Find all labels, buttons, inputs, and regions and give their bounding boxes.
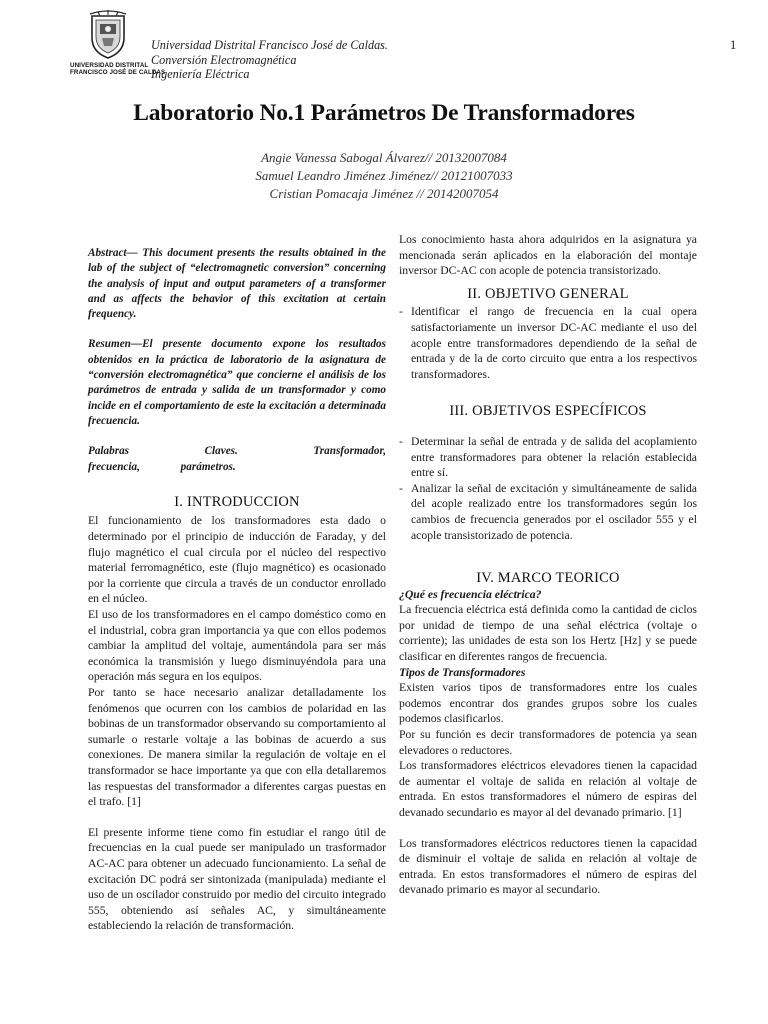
list-item-text: Analizar la señal de excitación y simultáneamente de salida del acople realizado entre los transformadores según los cambios de frecuencia generados por el oscilador 555 y el acople transistorizado de potencia. (411, 481, 697, 542)
section-heading-objetivos-especificos: III. OBJETIVOS ESPECÍFICOS (449, 403, 647, 420)
intro-paragraph: El presente informe tiene como fin estudiar el rango útil de frecuencias en la cual puede ser manipulado un trasformador AC-AC para obtener un adecuado funcionamiento. La señal de excitación DC podrá ser sintonizada (manipulada) mediante el uso de un oscilador construido por medio del circuito integrado 555, obteniendo así señales AC, y simultáneamente estableciendo la relación de transformación. (88, 825, 386, 933)
marco-paragraph: Existen varios tipos de transformadores entre los cuales podemos encontrar dos grandes grupos sobre los cuales podemos clasificarlos. (399, 681, 697, 726)
subheading-tipos: Tipos de Transformadores (399, 665, 526, 679)
author-list (0, 149, 768, 203)
header-program: Ingeniería Eléctrica (151, 67, 250, 81)
author-line: Cristian Pomacaja Jiménez // 20142007054 (269, 186, 499, 201)
list-item-text: Determinar la señal de entrada y de salida del acoplamiento entre transformadores para obtener la relación establecida entre sí. (411, 434, 697, 480)
marco-paragraph: Por su función es decir transformadores de potencia ya sean elevadores o reductores. (399, 728, 697, 757)
marco-paragraph: Los transformadores eléctricos elevadores tienen la capacidad de aumentar el voltaje de salida en relación al voltaje de entrada. En estos transformadores el número de espiras del devanado secundario es mayor al del devanado primario. [1] (399, 759, 697, 819)
dash-bullet-icon: - (399, 305, 403, 319)
right-column (399, 232, 697, 898)
keywords: Palabras Claves. Transformador, frecuencia, parámetros. (88, 445, 386, 473)
section-heading-marco-teorico: IV. MARCO TEORICO (476, 570, 620, 587)
header-course: Conversión Electromagnética (151, 52, 297, 67)
university-logo (70, 10, 166, 78)
objetivos-especificos-list (399, 434, 697, 543)
logo-caption-line: UNIVERSIDAD DISTRITAL (70, 62, 149, 69)
running-header (151, 38, 388, 82)
list-item (399, 481, 697, 543)
dash-bullet-icon: - (399, 434, 403, 448)
author-line: Samuel Leandro Jiménez Jiménez// 20121007033 (255, 168, 513, 183)
page-number: 1 (730, 38, 737, 52)
marco-paragraph: La frecuencia eléctrica está definida como la cantidad de ciclos por unidad de tiempo de una señal eléctrica (voltaje o corriente); las unidades de esta son los Hertz [Hz] y se puede clasificar en diferentes rangos de frecuencia. (399, 603, 697, 664)
logo-caption-line: FRANCISCO JOSÉ DE CALDAS (70, 69, 166, 76)
section-heading-introduccion: I. INTRODUCCION (174, 493, 300, 510)
author-line: Angie Vanessa Sabogal Álvarez// 20132007084 (261, 150, 507, 165)
intro-paragraph: Por tanto se hace necesario analizar detalladamente los fenómenos que ocurren con los cambios de polaridad en las bobinas de un transformador observando su comportamiento al sumarle o restarle voltaje a las bobinas de acuerdo a sus conexiones. De manera similar la regulación de voltaje en el transformador se hace importante ya que con ella detallaremos las respuestas del transformador a diferentes cargas puestas en el trafo. [1] (88, 685, 386, 809)
resumen: Resumen—El presente documento expone los resultados obtenidos en la práctica de laboratorio de la asignatura de “conversión electromagnética” que concierne el análisis de los parámetros de entrada y salida de un transformador y como incide en el comportamiento de este la excitación a determinada frecuencia. (88, 338, 386, 427)
intro-paragraph: El uso de los transformadores en el campo doméstico como en el industrial, cobra gran importancia ya que con ellos podemos cambiar la amplitud del voltaje, aumentándola para ser más económica la transmisión y luego disminuyéndola para una operación más segura en los equipos. (88, 608, 386, 684)
intro-continuation: Los conocimiento hasta ahora adquiridos en la asignatura ya mencionada serán aplicados en la elaboración del montaje inversor DC-AC con acople de potencia transistorizado. (399, 233, 697, 278)
subheading-frecuencia: ¿Qué es frecuencia eléctrica? (399, 587, 542, 601)
list-item (399, 304, 697, 382)
paper-title: Laboratorio No.1 Parámetros De Transformadores (133, 100, 635, 126)
list-item-text: Identificar el rango de frecuencia en la cual opera satisfactoriamente un inversor DC-AC mediante el uso del acople entre transformadores dependiendo de la señal de entrada y de la de corto circuito que entra a los respectivos transformadores. (411, 305, 697, 381)
header-university: Universidad Distrital Francisco José de Caldas. (151, 38, 388, 52)
marco-paragraph: Los transformadores eléctricos reductores tienen la capacidad de disminuir el voltaje de salida en relación al voltaje de entrada. En estos transformadores el número de espiras del devanado primario es mayor al secundario. (399, 836, 697, 897)
dash-bullet-icon: - (399, 481, 403, 495)
section-heading-objetivo-general: II. OBJETIVO GENERAL (467, 285, 629, 302)
left-column (88, 246, 386, 934)
list-item (399, 434, 697, 481)
crest-icon (88, 10, 128, 60)
objetivo-general-list (399, 304, 697, 382)
intro-paragraph: El funcionamiento de los transformadores esta dado o determinado por el principio de inducción de Faraday, y del flujo magnético el cual circula por el núcleo del respectivo material ferromagnético, este (flujo magnético) es ocasionado por la corriente que circula a través de un conductor enrollado en el núcleo. (88, 514, 386, 606)
abstract: Abstract— This document presents the results obtained in the lab of the subject of “electromagnetic conversion” concerning the analysis of input and output parameters of a transformer and as affects the behavior of this excitation at certain frequency. (88, 247, 386, 321)
